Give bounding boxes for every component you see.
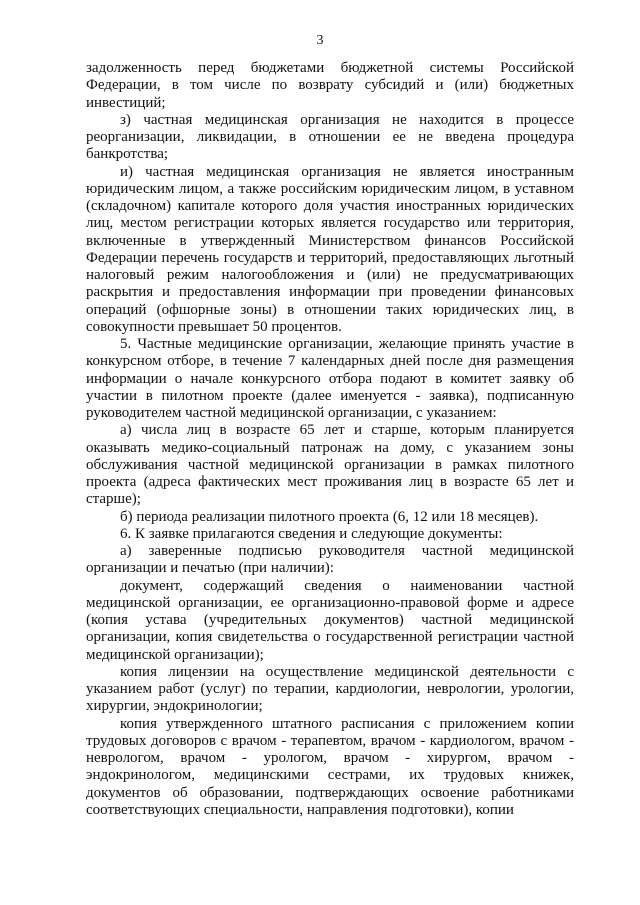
paragraph-staff-schedule: копия утвержденного штатного расписания с приложением копии трудовых договоров с врачом - терапевтом, врачом - кардиологом, врачом - неврологом, врачом - урологом, врачом - хирургом, врачом - эндокринологом, медицинскими сестрами, их трудовых книжек, документов об образовании, подтверждающих освоение работниками соответствующих специальности, направления подготовки), копии <box>86 715 574 818</box>
document-body <box>86 60 574 819</box>
paragraph-item-b-period: б) периода реализации пилотного проекта (6, 12 или 18 месяцев). <box>120 508 539 525</box>
paragraph-item-z: з) частная медицинская организация не находится в процессе реорганизации, ликвидации, в отношении ее не введена процедура банкротства; <box>86 111 574 163</box>
paragraph-item-a-persons: а) числа лиц в возрасте 65 лет и старше, которым планируется оказывать медико-социальный патронаж на дому, с указанием зоны обслуживания частной медицинской организации в рамках пилотного проекта (адреса фактических мест проживания лиц в возрасте 65 лет и старше); <box>86 422 574 508</box>
paragraph-organization-document: документ, содержащий сведения о наименовании частной медицинской организации, ее организационно-правовой форме и адресе (копия устава (учредительных документов) частной медицинской организации, копия свидетельства о государственной регистрации частной медицинской организации); <box>86 577 574 663</box>
paragraph-item-i: и) частная медицинская организация не является иностранным юридическим лицом, а также российским юридическим лицом, в уставном (складочном) капитале которого доля участия иностранных юридических лиц, местом регистрации которых является государство или территория, включенные в утвержденный Министерством финансов Российской Федерации перечень государств и территорий, предоставляющих льготный налоговый режим налогообложения и (или) не предусматривающих раскрытия и предоставления информации при проведении финансовых операций (офшорные зоны) в отношении таких юридических лиц, в совокупности превышает 50 процентов. <box>86 163 574 335</box>
paragraph-license-copy: копия лицензии на осуществление медицинской деятельности с указанием работ (услуг) по терапии, кардиологии, неврологии, урологии, хирургии, эндокринологии; <box>86 663 574 715</box>
page-number: 3 <box>316 33 324 48</box>
paragraph-section-6: 6. К заявке прилагаются сведения и следующие документы: <box>120 525 503 542</box>
paragraph-section-5: 5. Частные медицинские организации, желающие принять участие в конкурсном отборе, в течение 7 календарных дней после дня размещения информации о начале конкурсного отбора подают в комитет заявку об участии в пилотном проекте (далее именуется - заявка), подписанную руководителем частной медицинской организации, с указанием: <box>86 336 574 421</box>
paragraph-debt-continuation: задолженность перед бюджетами бюджетной системы Российской Федерации, в том числе по возврату субсидий и (или) бюджетных инвестиций; <box>86 60 574 111</box>
paragraph-item-a-certified: а) заверенные подписью руководителя частной медицинской организации и печатью (при наличии): <box>86 543 574 577</box>
